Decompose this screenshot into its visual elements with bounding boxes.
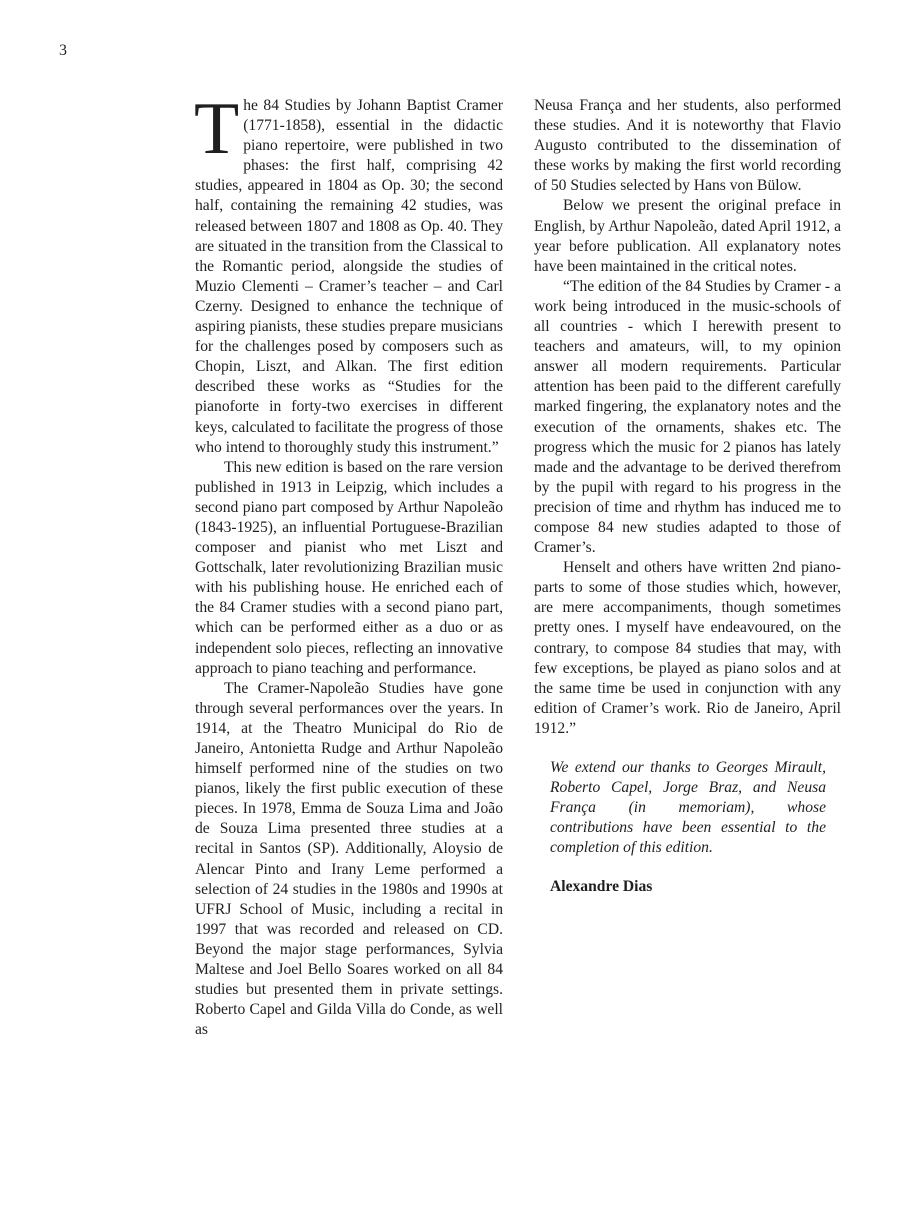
left-text-column xyxy=(194,88,503,1040)
intro-paragraph-text: he 84 Studies by Johann Baptist Cramer (1771-1858), essential in the didactic piano repertoire, were published in two phases: the first half, comprising 42 studies, appeared in 1804 as Op. 30; the second half, containing the remaining 42 studies, was released between 1807 and 1808 as Op. 40. They are situated in the transition from the Classical to the Romantic period, alongside the studies of Muzio Clementi – Cramer’s teacher – and Carl Czerny. Designed to enhance the technique of aspiring pianists, these studies prepare musicians for the challenges posed by composers such as Chopin, Liszt, and Alkan. The first edition described these works as “Studies for the pianoforte in forty-two exercises in different keys, calculated to facilitate the progress of those who intend to thoroughly study this instrument.” xyxy=(195,97,503,456)
new-edition-paragraph: This new edition is based on the rare version published in 1913 in Leipzig, which includes a second piano part composed by Arthur Napoleão (1843-1925), an influential Portuguese-Brazilian composer and pianist who met Liszt and Gottschalk, later revolutionizing Brazilian music with his publishing house. He enriched each of the 84 Cramer studies with a second piano part, which can be performed either as a duo or as independent solo pieces, reflecting an innovative approach to piano teaching and performance. xyxy=(195,458,503,677)
preface-quote-continued-paragraph: Henselt and others have written 2nd piano-parts to some of those studies which, however, are mere accompaniments, though sometimes pretty ones. I myself have endeavoured, on the contrary, to compose 84 studies that may, with few exceptions, be played as piano solos and at the same time be used in conjunction with any edition of Cramer’s work. Rio de Janeiro, April 1912.” xyxy=(534,559,841,737)
performances-paragraph: The Cramer-Napoleão Studies have gone through several performances over the years. In 1914, at the Theatro Municipal do Rio de Janeiro, Antonietta Rudge and Arthur Napoleão himself performed nine of the studies on two pianos, likely the first public execution of these pieces. In 1978, Emma de Souza Lima and João de Souza Lima presented three studies at a recital in Santos (SP). Additionally, Aloysio de Alencar Pinto and Irany Leme performed a selection of 24 studies in the 1980s and 1990s at UFRJ School of Music, including a recital in 1997 that was recorded and released on CD. Beyond the major stage performances, Sylvia Maltese and Joel Bello Soares worked on all 84 studies but presented them in private settings. Roberto Capel and Gilda Villa do Conde, as well as xyxy=(195,679,503,1039)
drop-cap-letter: T xyxy=(194,88,240,170)
intro-paragraph xyxy=(194,88,503,458)
preface-quote-paragraph: “The edition of the 84 Studies by Cramer - a work being introduced in the music-schools of all countries - which I herewith present to teachers and amateurs, will, to my opinion answer all modern requirements. Particular attention has been paid to the different carefully marked fingering, the explanatory notes and the execution of the ornaments, shakes etc. The progress which the music for 2 pianos has lately made and the advantage to be derived therefrom by the pupil with regard to his progress in the precision of time and rhythm has induced me to compose 84 new studies adapted to those of Cramer’s. xyxy=(534,277,841,557)
acknowledgements-paragraph: We extend our thanks to Georges Mirault, Roberto Capel, Jorge Braz, and Neusa França (in memoriam), whose contributions have been essential to the completion of this edition. xyxy=(550,759,826,857)
right-text-column xyxy=(534,96,841,898)
page-number: 3 xyxy=(59,42,67,59)
preface-intro-paragraph: Below we present the original preface in English, by Arthur Napoleão, dated April 1912, a year before publication. All explanatory notes have been maintained in the critical notes. xyxy=(534,197,841,275)
author-signature: Alexandre Dias xyxy=(550,878,653,896)
performances-continued-paragraph: Neusa França and her students, also performed these studies. And it is noteworthy that Flavio Augusto contributed to the dissemination of these works by making the first world recording of 50 Studies selected by Hans von Bülow. xyxy=(534,97,841,195)
